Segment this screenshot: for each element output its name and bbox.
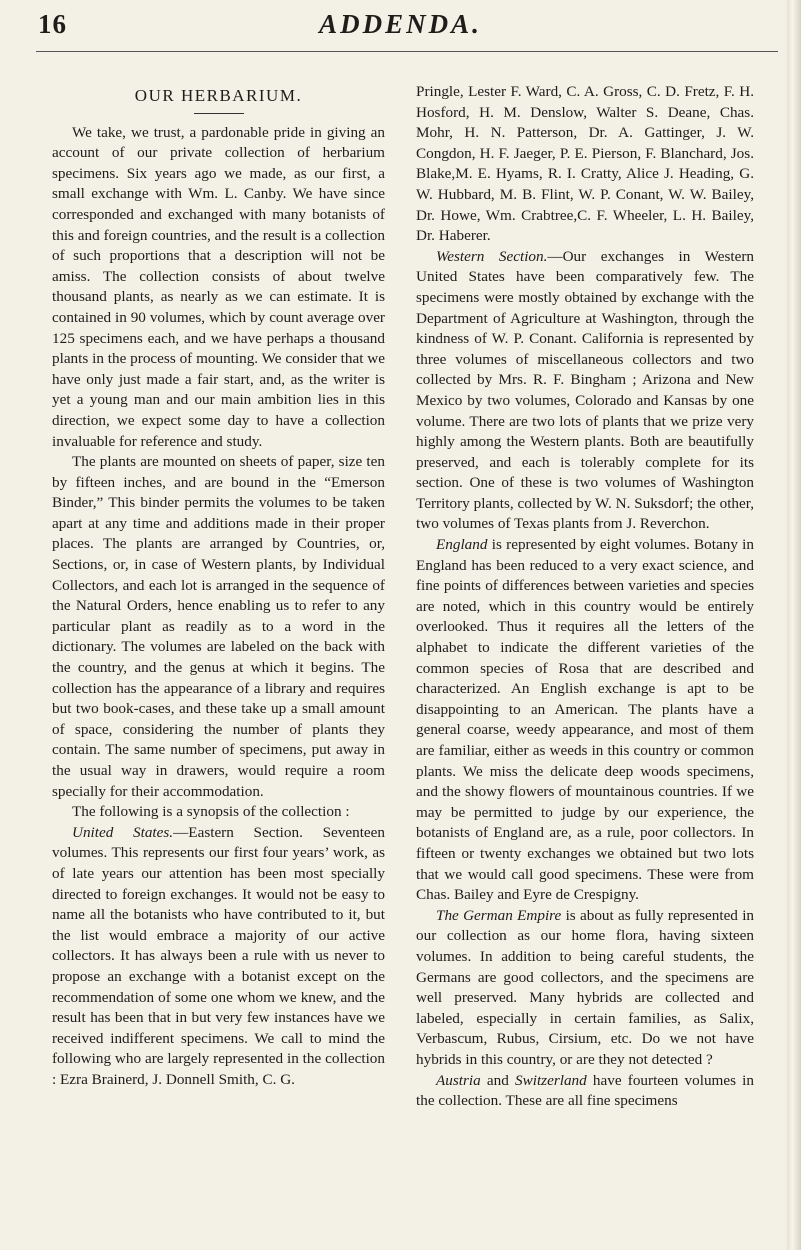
paragraph-england [416, 535, 754, 906]
page-header [0, 0, 801, 60]
header-rule [36, 51, 778, 52]
england-heading: England [436, 536, 488, 554]
article-title: OUR HERBARIUM. [134, 86, 303, 105]
united-states-heading: United States. [72, 823, 174, 841]
austria-connector: and [480, 1071, 516, 1089]
paragraph-western [416, 247, 754, 535]
running-head: ADDENDA. [319, 9, 482, 39]
switzerland-heading: Switzerland [515, 1071, 587, 1089]
right-column [416, 82, 754, 1112]
western-text: —Our exchanges in Western United States have been comparatively few. The specimens were mostly obtained by exchange with the Department of Agriculture at Washington, through the kindness of W. P. Conant. California is represented by three volumes of miscellaneous collectors and two collected by Mrs. R. F. Bingham ; Arizona and New Mexico by two volumes, Colorado and Kansas by one volume. There are two lots of plants that we prize very highly among the Western plants. Both are beautifully preserved, and each is tolerably complete for its section. One of these is two volumes of Washington Territory plants, collected by W. N. Suksdorf; the other, two volumes of Texas plants from J. Reverchon. [416, 247, 754, 533]
page-number: 16 [38, 9, 67, 39]
paragraph-collectors-continued: Pringle, Lester F. Ward, C. A. Gross, C. D. Fretz, F. H. Hosford, H. M. Denslow, Walter S. Deane, Chas. Mohr, H. N. Patterson, Dr. A. Gattinger, J. W. Congdon, H. F. Jaeger, P. E. Pierson, F. Blanchard, Jos. Blake,M. E. Hyams, R. I. Cratty, Alice J. Heading, G. W. Hubbard, M. B. Flint, W. P. Conant, W. W. Bailey, Dr. Howe, Wm. Crabtree,C. F. Wheeler, L. H. Bailey, Dr. Haberer. [416, 83, 754, 245]
western-heading: Western Section. [436, 247, 548, 265]
title-rule [194, 113, 244, 114]
paragraph-mounting: The plants are mounted on sheets of paper, size ten by fifteen inches, and are bound in the “Emerson Binder,” This binder permits the volumes to be taken apart at any time and additions made in their proper places. The plants are arranged by Countries, or, Sections, or, in case of Western plants, by Individual Collectors, and each lot is arranged in the sequence of the Natural Orders, hence enabling us to refer to any particular plant as readily as to a word in the dictionary. The volumes are labeled on the back with the country, and the genus at which it begins. The collection has the appearance of a library and requires but two book-cases, and these take up a small amount of space, considering the number of plants they contain. The same number of specimens, put away in the usual way in drawers, would require a room specially for their accommodation. [52, 453, 385, 800]
left-column [52, 86, 385, 1091]
page-edge [787, 0, 801, 1250]
paragraph-intro: We take, we trust, a pardonable pride in giving an account of our private collection of herbarium specimens. Six years ago we made, as our first, a small exchange with Wm. L. Canby. We have since corresponded and exchanged with many botanists of this and foreign countries, and the result is a collection of such proportions that a description will not be amiss. The collection consists of about twelve thousand plants, as nearly as we can estimate. It is contained in 90 volumes, which by count average over 125 specimens each, and we have perhaps a thousand plants in the process of mounting. We consider that we have only just made a fair start, and, as the writer is yet a young man and our main ambition lies in this direction, we expect some day to have a collection invaluable for reference and study. [52, 123, 385, 450]
austria-text: have fourteen volumes in the collection. These are all fine specimens [416, 1071, 754, 1110]
paragraph-austria [416, 1071, 754, 1112]
paragraph-united-states [52, 823, 385, 1091]
paragraph-german-empire [416, 906, 754, 1071]
england-text: is represented by eight volumes. Botany in England has been reduced to a very exact science, and fine points of differences between varieties and species are noted, which in this country would be entirely overlooked. Thus it requires all the letters of the alphabet to indicate the different varieties of the common species of Rosa that are described and characterized. An English exchange is apt to be disappointing to an American. The plants have a general coarse, weedy appearance, and most of them are familiar, either as weeds in this country or common plants. We miss the delicate deep woods specimens, and the showy flowers of mountainous countries. If we may be permitted to judge by our experience, the botanists of England are, as a rule, poor collectors. In fifteen or twenty exchanges we obtained but two lots that we would call good specimens. These were from Chas. Bailey and Eyre de Crespigny. [416, 536, 754, 904]
paragraph-synopsis: The following is a synopsis of the collection : [72, 803, 350, 821]
german-text: is about as fully represented in our collection as our home flora, having sixteen volumes. In addition to being careful students, the Germans are good collectors, and the specimens are well preserved. Many hybrids are collected and labeled, especially in certain families, as Salix, Verbascum, Rubus, Cirsium, etc. Do we not have hybrids in this country, or are they not detected ? [416, 906, 755, 1068]
united-states-text: —Eastern Section. Seventeen volumes. This represents our first four years’ work, as of late years our attention has been most specially directed to foreign exchanges. It would not be easy to name all the botanists who have contributed to it, but the list would embrace a majority of our active collectors. It has always been a rule with us never to propose an exchange with a botanist except on the recommendation of some one whom we knew, and the result has been that in but very few instances have we received indifferent specimens. We call to mind the following who are largely represented in the collection : Ezra Brainerd, J. Donnell Smith, C. G. [52, 823, 385, 1088]
austria-heading: Austria [436, 1071, 481, 1089]
german-heading: The German Empire [436, 906, 562, 924]
